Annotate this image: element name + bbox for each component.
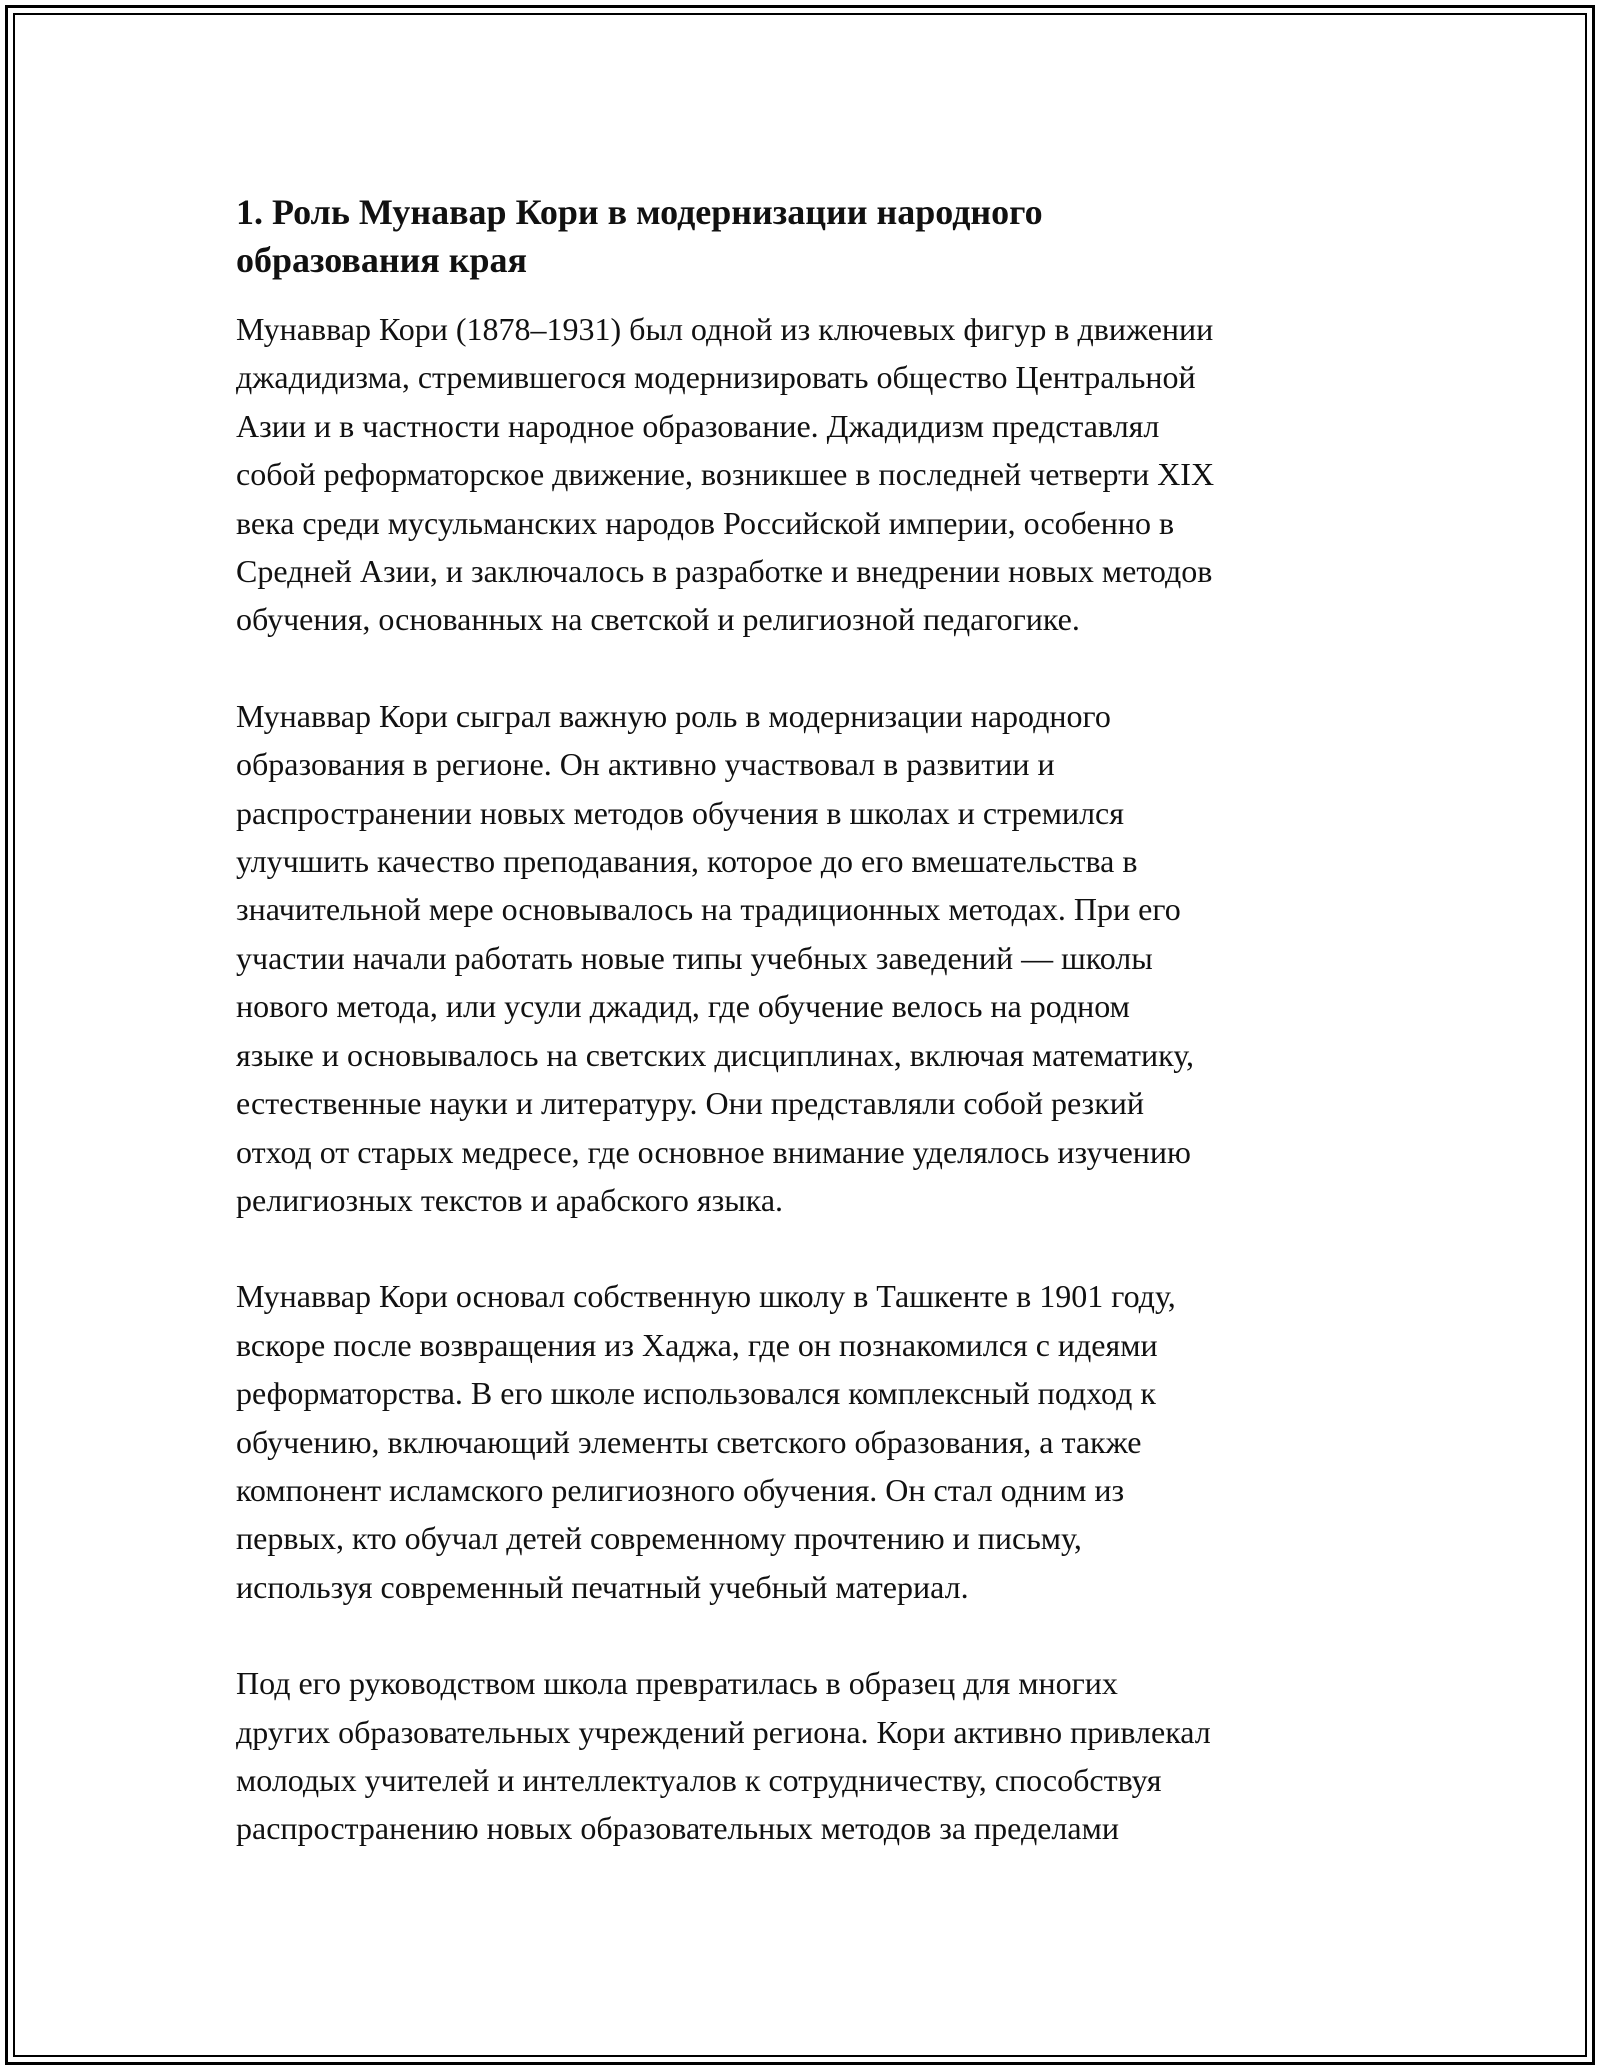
text-line: джадидизма, стремившегося модернизировать общество Центральной: [236, 359, 1196, 396]
text-line: используя современный печатный учебный материал.: [236, 1568, 969, 1605]
text-line: распространении новых методов обучения в школах и стремился: [236, 794, 1124, 831]
text-line: молодых учителей и интеллектуалов к сотрудничеству, способствуя: [236, 1761, 1162, 1798]
section-heading: [236, 188, 1386, 284]
paragraph-4: [236, 1659, 1386, 1853]
text-line: Средней Азии, и заключалось в разработке и внедрении новых методов: [236, 553, 1213, 590]
text-line: вскоре после возвращения из Хаджа, где он познакомился с идеями: [236, 1326, 1158, 1363]
paragraph-3: [236, 1272, 1386, 1611]
text-line: реформаторства. В его школе использовался комплексный подход к: [236, 1375, 1156, 1412]
text-line: обучения, основанных на светской и религиозной педагогике.: [236, 601, 1080, 638]
text-line: Мунаввар Кори (1878–1931) был одной из ключевых фигур в движении: [236, 311, 1214, 347]
paragraph-1: [236, 305, 1386, 644]
text-line: нового метода, или усули джадид, где обучение велось на родном: [236, 988, 1130, 1025]
text-line: Под его руководством школа превратилась в образец для многих: [236, 1665, 1118, 1702]
text-line: Мунаввар Кори основал собственную школу в Ташкенте в 1901 году,: [236, 1278, 1176, 1315]
text-line: Мунаввар Кори сыграл важную роль в модернизации народного: [236, 697, 1111, 734]
text-line: века среди мусульманских народов Российской империи, особенно в: [236, 504, 1175, 541]
text-line: собой реформаторское движение, возникшее в последней четверти XIX: [236, 456, 1215, 493]
text-line: улучшить качество преподавания, которое до его вмешательства в: [236, 843, 1138, 880]
text-line: обучению, включающий элементы светского образования, а также: [236, 1423, 1142, 1460]
text-line: языке и основывалось на светских дисциплинах, включая математику,: [236, 1036, 1195, 1073]
paragraph-2: [236, 692, 1386, 1224]
text-line: Азии и в частности народное образование. Джадидизм представлял: [236, 407, 1160, 444]
heading-line: 1. Роль Мунавар Кори в модернизации народного: [236, 192, 1043, 232]
text-line: других образовательных учреждений региона. Кори активно привлекал: [236, 1713, 1211, 1750]
text-line: религиозных текстов и арабского языка.: [236, 1181, 784, 1218]
heading-line: образования края: [236, 240, 528, 280]
document-body: [236, 188, 1386, 1853]
text-line: отход от старых медресе, где основное внимание уделялось изучению: [236, 1133, 1191, 1170]
text-line: компонент исламского религиозного обучения. Он стал одним из: [236, 1471, 1125, 1508]
text-line: естественные науки и литературу. Они представляли собой резкий: [236, 1085, 1144, 1122]
text-line: образования в регионе. Он активно участвовал в развитии и: [236, 746, 1055, 783]
text-line: первых, кто обучал детей современному прочтению и письму,: [236, 1520, 1082, 1557]
text-line: распространению новых образовательных методов за пределами: [236, 1810, 1119, 1847]
text-line: участии начали работать новые типы учебных заведений — школы: [236, 939, 1153, 976]
text-line: значительной мере основывалось на традиционных методах. При его: [236, 891, 1181, 928]
